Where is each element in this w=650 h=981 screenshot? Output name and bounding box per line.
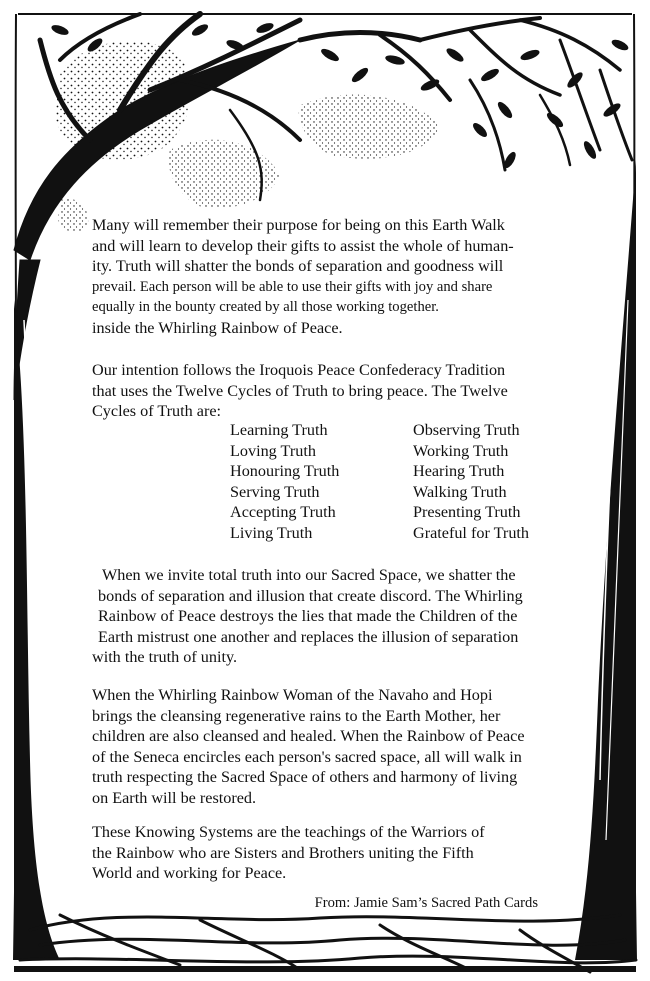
truth-item: Presenting Truth [413,503,521,521]
truth-item: Grateful for Truth [413,523,529,542]
text-line: the Rainbow who are Sisters and Brothers uniting the Fifth [92,843,474,862]
truth-item: Living Truth [230,523,313,542]
truth-item: Walking Truth [413,482,507,501]
truth-item: Observing Truth [413,421,520,439]
roots [20,915,636,972]
text-line: and will learn to develop their gifts to assist the whole of human- [92,236,514,255]
text-line: When the Whirling Rainbow Woman of the Navaho and Hopi [92,686,493,704]
text-line: that uses the Twelve Cycles of Truth to bring peace. The Twelve [92,381,508,400]
ground-line [14,966,636,972]
left-trunk [14,300,60,960]
paragraph-whirling-rainbow [92,685,592,808]
truth-item: Working Truth [413,441,509,460]
truth-item: Serving Truth [230,482,320,501]
text-line: When we invite total truth into our Sacred Space, we shatter the [102,566,516,584]
text-line: prevail. Each person will be able to use their gifts with joy and share [92,278,493,295]
text-line: brings the cleansing regenerative rains to the Earth Mother, her [92,706,501,725]
text-line: on Earth will be restored. [92,788,257,807]
paragraph-purpose [92,215,592,338]
paragraph-knowing-systems [92,822,592,884]
text-line: World and working for Peace. [92,864,287,882]
text-line: bonds of separation and illusion that create discord. The Whirling [98,586,523,605]
truth-item: Hearing Truth [413,462,505,480]
source-citation: From: Jamie Sam’s Sacred Path Cards [314,895,538,911]
truths-right-column [413,420,529,543]
truth-item: Honouring Truth [230,462,340,480]
text-line: ity. Truth will shatter the bonds of separation and goodness will [92,257,504,275]
text-line: children are also cleansed and healed. When the Rainbow of Peace [92,727,525,745]
text-line: with the truth of unity. [92,648,238,666]
text-line: Rainbow of Peace destroys the lies that made the Children of the [98,607,518,625]
text-line: Earth mistrust one another and replaces the illusion of separation [98,627,519,646]
text-line: equally in the bounty created by all those working together. [92,299,439,315]
text-line: truth respecting the Sacred Space of others and harmony of living [92,768,518,786]
truth-item: Accepting Truth [230,503,336,521]
text-line: These Knowing Systems are the teachings of the Warriors of [92,823,485,841]
text-line: Our intention follows the Iroquois Peace Confederacy Tradition [92,361,506,379]
text-line: of the Seneca encircles each person's sacred space, all will walk in [92,747,522,766]
truth-item: Learning Truth [230,421,328,439]
paragraph-intention [92,360,592,422]
text-line: inside the Whirling Rainbow of Peace. [92,318,343,337]
paragraph-sacred-space [92,565,572,668]
truths-left-column [230,420,339,543]
text-line: Cycles of Truth are: [92,402,222,420]
text-line: Many will remember their purpose for being on this Earth Walk [92,216,505,234]
truth-item: Loving Truth [230,441,316,460]
